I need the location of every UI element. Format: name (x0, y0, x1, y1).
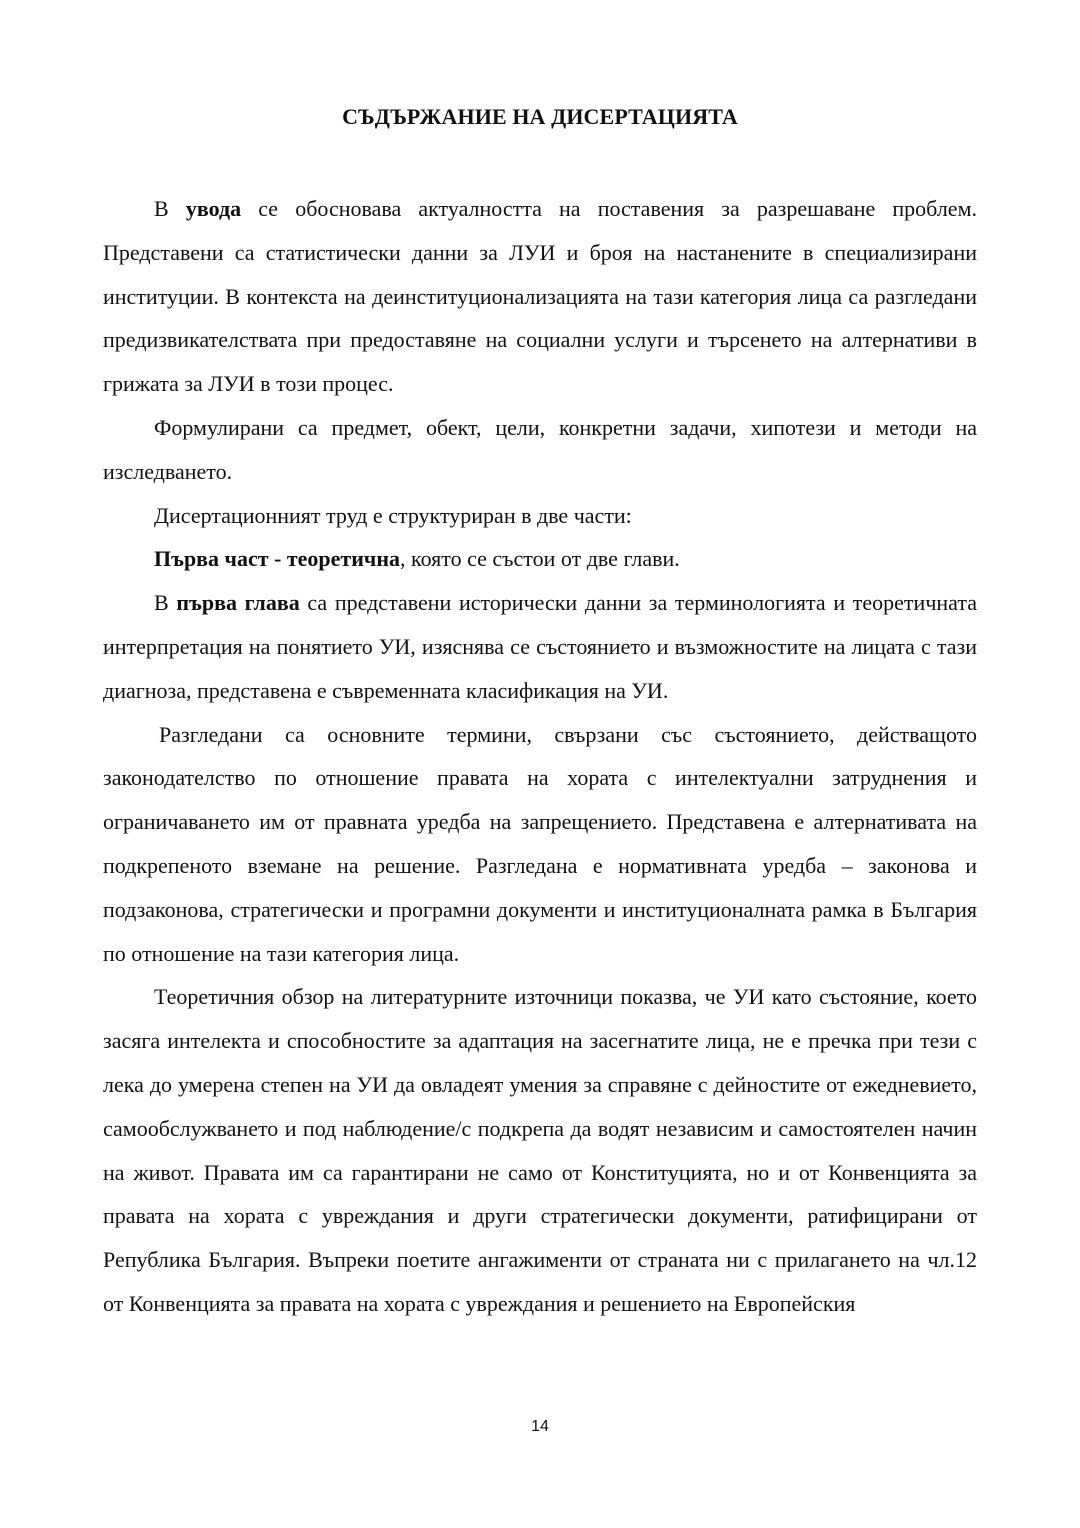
paragraph-text: , която се състои от две глави. (400, 546, 680, 572)
paragraph-objectives: Формулирани са предмет, обект, цели, конкретни задачи, хипотези и методи на изследването. (103, 414, 977, 484)
bold-term-chapter-one: първа глава (176, 590, 300, 616)
page-number: 14 (531, 1418, 549, 1435)
paragraph-structure: Дисертационният труд е структуриран в две части: (154, 502, 632, 528)
paragraph-text: се обосновава актуалността на поставения за разрешаване проблем. Представени са статистически данни за ЛУИ и броя на настанените в специализирани институции. В контекста на деинституционализацията на тази категория лица са разгледани предизвикателствата при предоставяне на социални услуги и търсенето на алтернативи в грижата за ЛУИ в този процес. (103, 196, 977, 397)
bold-term-introduction: увода (185, 196, 242, 221)
paragraph-introduction (103, 187, 977, 406)
page-title: СЪДЪРЖАНИЕ НА ДИСЕРТАЦИЯТА (342, 104, 738, 129)
paragraph-text: В (154, 590, 177, 616)
paragraph-part-one (103, 537, 977, 581)
paragraph-chapter-one (103, 581, 977, 712)
paragraph-review: Теоретичния обзор на литературните източници показва, че УИ като състояние, което засяга интелекта и способностите за адаптация на засегнатите лица, не е пречка при тези с лека до умерена степен на УИ да овладеят умения за справяне с дейностите от ежедневието, самообслужването и под наблюдение/с подкрепа да водят независим и самостоятелен начин на живот. Правата им са гарантирани не само от Конституцията, но и от Конвенцията за правата на хората с увреждания и други стратегически документи, ратифицирани от Република България. Въпреки поетите ангажименти от страната ни с прилагането на чл.12 от Конвенцията за правата на хората с увреждания и решението на Европейския (103, 984, 977, 1316)
bold-term-part-one: Първа част - теоретична (154, 546, 400, 572)
paragraph-text: са представени исторически данни за терминологията и теоретичната интерпретация на понятието УИ, изяснява се състоянието и възможностите на лицата с тази диагноза, представена е съвременната класификация на УИ. (103, 590, 977, 703)
paragraph-text: В (154, 196, 186, 221)
paragraph-terms: Разгледани са основните термини, свързани със състоянието, действащото законодателство по отношение правата на хората с интелектуални затруднения и ограничаването им от правната уредба на запрещението. Представена е алтернативата на подкрепеното вземане на решение. Разгледана е нормативната уредба – законова и подзаконова, стратегически и програмни документи и институционалната рамка в България по отношение на тази категория лица. (103, 721, 977, 966)
document-body (103, 187, 977, 1326)
